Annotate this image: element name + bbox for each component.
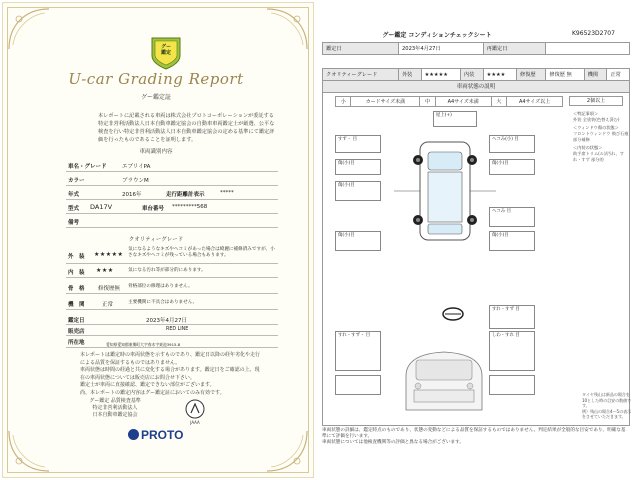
certificate-subtitle: グー鑑定証 bbox=[140, 94, 171, 101]
jaaa-logo-icon bbox=[182, 398, 208, 426]
chassis-value: *********568 bbox=[172, 204, 208, 210]
damage-cell-fr-door: 傷(小)目 bbox=[489, 159, 535, 175]
badge-text-bottom: 鑑定 bbox=[160, 50, 171, 56]
type-row bbox=[66, 200, 278, 214]
frame-row bbox=[66, 280, 278, 294]
steering-wheel-icon bbox=[442, 306, 464, 320]
glass-heading: ＜ウィンドウ傷の状態＞ bbox=[573, 125, 619, 130]
date-value: 2023年4月27日 bbox=[146, 318, 187, 324]
type-label: 型式 bbox=[68, 206, 80, 212]
jaaa-logo-label: JAAA bbox=[190, 420, 200, 425]
model-value: エブリイPA bbox=[122, 164, 151, 170]
model-label: 車名・グレード bbox=[68, 164, 107, 170]
engine-value: 正常 bbox=[102, 302, 114, 308]
special-heading: ＜特記事項＞ bbox=[573, 111, 599, 116]
address-value: 愛知県愛知郡東郷町大字春木字東池3915-8 bbox=[106, 342, 181, 347]
mileage-value: ***** bbox=[220, 190, 234, 196]
color-label: カラー bbox=[68, 178, 85, 184]
sheet-repair-value: 修復歴 無 bbox=[546, 69, 584, 81]
date-row bbox=[66, 314, 278, 325]
exterior-row bbox=[66, 246, 278, 264]
ornament-icon bbox=[265, 429, 309, 473]
count-legend bbox=[569, 96, 623, 106]
certificate-intro: 本レポートに記載される車両は株式会社プロトコーポレーションが委託する特定非営利活動法人日本自動車鑑定協会の自動車車両鑑定士が厳選、公平な検査を行い特定非営利活動法人日本自動車鑑定協会の定める基準にて鑑定評価を行ったものであることを証明します。 bbox=[98, 113, 275, 143]
legend-a4up: A4サイズ以上 bbox=[507, 97, 563, 107]
proto-logo bbox=[128, 428, 183, 442]
legend-mid: 中 bbox=[420, 97, 435, 107]
year-label: 年式 bbox=[68, 192, 80, 198]
dealer-label: 販売店 bbox=[68, 329, 85, 335]
interior-heading: ＜内装の状態＞ bbox=[573, 145, 603, 150]
chassis-label: 車台番号 bbox=[142, 206, 165, 212]
model-row bbox=[66, 158, 278, 172]
condition-box-title: 車両状態の説明 bbox=[323, 81, 629, 93]
proto-logo-icon bbox=[128, 429, 139, 440]
sheet-id: K96523D2707 bbox=[572, 30, 615, 37]
exterior-stars: ★★★★★ bbox=[94, 251, 124, 258]
vehicle-section-title: 車両識別内容 bbox=[139, 149, 173, 155]
interior-stars: ★★★ bbox=[96, 267, 114, 274]
count-legend-label: 2個以上 bbox=[586, 98, 606, 104]
exterior-label: 外 装 bbox=[68, 254, 85, 260]
glass-text: フロントウィンドウ 飛び石痕 部分補修 bbox=[573, 131, 629, 142]
year-value: 2016年 bbox=[122, 192, 142, 198]
reappraisal-label: 再鑑定日 bbox=[483, 43, 546, 55]
tire-note: タイヤ残山は新品の場合を10とした時の目安の数値です。 例）残山の場合4〜5の表示をさせていただきます。 bbox=[582, 392, 632, 419]
legend-small: 小 bbox=[336, 97, 351, 107]
year-row bbox=[66, 186, 278, 200]
frame-description: 骨格部位の修理はありません。 bbox=[128, 284, 193, 289]
sheet-int-label: 内装 bbox=[461, 69, 484, 81]
association-name: グー鑑定 品質検査基準 特定非営利活動法人 日本自動車鑑定協会 bbox=[89, 398, 141, 418]
sheet-ext-stars: ★★★★★ bbox=[421, 69, 460, 81]
interior-text: 助手席トリム(ル)/汚れ、すれ・すず 部分的 bbox=[573, 151, 624, 162]
frame-value: 修復歴無 bbox=[98, 286, 121, 292]
type-value: DA17V bbox=[90, 203, 113, 211]
quality-section-title: クオリティーグレード bbox=[128, 237, 184, 243]
damage-cell-rr-door: ヘコみ 目 bbox=[489, 207, 535, 227]
sheet-info-table bbox=[322, 42, 630, 81]
damage-cell-bottom-right: すれ・すず 目 bbox=[489, 305, 535, 329]
legend-card: カードサイズ未満 bbox=[351, 97, 420, 107]
address-row bbox=[66, 336, 278, 348]
ornament-icon bbox=[7, 429, 51, 473]
frame-label: 骨 格 bbox=[68, 286, 85, 292]
damage-cell-hood: ヘコみ(小) 目 bbox=[489, 135, 535, 153]
damage-cell-fl-door: 傷(小)目 bbox=[335, 159, 381, 175]
dealer-value: RED LINE bbox=[166, 327, 189, 332]
damage-cell-empty bbox=[335, 375, 381, 395]
address-label: 所在地 bbox=[68, 340, 85, 346]
car-top-view-icon bbox=[390, 136, 500, 246]
special-text: 外装 全塗装(色替え済む) bbox=[573, 117, 620, 122]
damage-cell-front-left: すず・ 目 bbox=[335, 135, 381, 153]
sheet-date-value: 2023年4月27日 bbox=[398, 43, 483, 55]
sheet-ext-label: 外装 bbox=[398, 69, 421, 81]
proto-logo-text: PROTO bbox=[141, 428, 184, 442]
date-label: 鑑定日 bbox=[68, 318, 85, 324]
legend-large: 大 bbox=[491, 97, 506, 107]
ornament-icon bbox=[265, 7, 309, 51]
color-row bbox=[66, 172, 278, 186]
interior-description: 気になる汚れ等が部分的にあります。 bbox=[128, 268, 206, 273]
notes-row bbox=[66, 214, 278, 228]
exterior-description: 気になるようなキズやヘコミがあった場合は綺麗に補修済みですが、小さなキズやヘコミが残っている場合もあります。 bbox=[128, 247, 275, 258]
sheet-date-label: 鑑定日 bbox=[323, 43, 399, 55]
damage-cell-rl-door: 傷(小)目 bbox=[335, 181, 381, 201]
sheet-int-stars: ★★★★ bbox=[483, 69, 516, 81]
reappraisal-value bbox=[546, 43, 630, 55]
interior-row bbox=[66, 264, 278, 278]
badge-text-top: グー bbox=[160, 44, 171, 50]
mileage-label: 走行距離計表示 bbox=[166, 192, 205, 198]
engine-description: 主要機関に不具合はありません。 bbox=[128, 300, 198, 305]
notes-label: 備考 bbox=[68, 220, 80, 226]
grade-label: クオリティーグレード bbox=[323, 69, 399, 81]
sheet-footnote: 車両状態の詳細は、鑑定時点のものであり、状態の変動などによる品質を保証するものではありません。判定結果が全般的な目安であり、明確な基準にて評価を行います。 車両状態については他検査機関等の評価と異なる場合がございます。 bbox=[322, 428, 626, 445]
size-legend bbox=[335, 96, 563, 107]
certificate-title: U-car Grading Report bbox=[68, 70, 244, 88]
sheet-engine-label: 機関 bbox=[584, 69, 607, 81]
damage-cell-empty bbox=[489, 375, 535, 395]
ornament-icon bbox=[7, 7, 51, 51]
sheet-notes bbox=[573, 111, 629, 163]
damage-cell-bottom-left: すれ・すず・ 目 bbox=[335, 331, 381, 371]
goo-appraisal-badge-icon bbox=[149, 34, 183, 70]
sheet-header: グー鑑定 コンディションチェックシート bbox=[382, 32, 492, 39]
dealer-row bbox=[66, 325, 278, 336]
sheet-engine-value: 正常 bbox=[607, 69, 630, 81]
spacer bbox=[323, 55, 630, 69]
sheet-repair-label: 修復歴 bbox=[517, 69, 546, 81]
damage-cell-roof: 屋上(+) bbox=[433, 111, 477, 127]
car-front-view-icon bbox=[394, 346, 494, 416]
engine-label: 機 関 bbox=[68, 302, 85, 308]
damage-cell-front-bottom: しわ・すれ 目 bbox=[489, 331, 535, 371]
legend-a4: A4サイズ未満 bbox=[435, 97, 491, 107]
color-value: ブラウンM bbox=[122, 178, 149, 184]
certificate-disclaimer: 本レポートは鑑定時の車両状態を示すものであり、鑑定日以降の経年劣化や走行による品質を保証するものではありません。 車両状態は時間の経過と共に変化する場合があります。鑑定日をご確認の上、現在の車両状態については販売店にお問合せ下さい。 鑑定士が車両に直接確認、鑑定できない部位がございます。 尚、本レポートの鑑定内容はグー鑑定証においてのみ有効です。 bbox=[80, 352, 261, 396]
damage-cell-rear-left: 傷(小)目 bbox=[335, 231, 381, 251]
engine-row bbox=[66, 296, 278, 310]
interior-label: 内 装 bbox=[68, 270, 85, 276]
damage-cell-rear: 傷(小)目 bbox=[489, 231, 535, 251]
